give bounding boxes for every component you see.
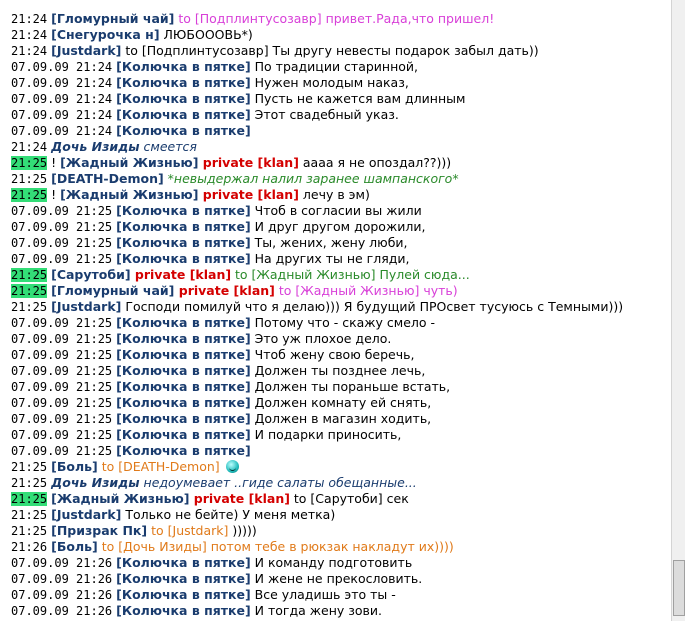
message-text: И подарки приносить,	[250, 427, 402, 442]
timestamp: 07.09.09 21:25	[11, 252, 113, 266]
timestamp: 07.09.09 21:24	[11, 60, 113, 74]
chat-line	[11, 139, 671, 155]
message-text: Чтоб жену свою беречь,	[250, 347, 415, 362]
chat-line	[11, 123, 671, 139]
user-nick[interactable]: [Сарутоби]	[51, 267, 131, 282]
timestamp: 21:25	[11, 476, 48, 490]
chat-line	[11, 443, 671, 459]
message-text: На других ты не гляди,	[250, 251, 410, 266]
user-nick[interactable]: [Колючка в пятке]	[116, 587, 251, 602]
user-nick[interactable]: [Колючка в пятке]	[116, 395, 251, 410]
user-nick[interactable]: [Жадный Жизнью]	[51, 491, 190, 506]
message-text: Потому что - скажу смело -	[250, 315, 436, 330]
user-nick[interactable]: [Колючка в пятке]	[116, 235, 251, 250]
chat-line	[11, 475, 671, 491]
to-recipient: to [Жадный Жизнью] Пулей сюда...	[231, 267, 470, 282]
user-nick[interactable]: [Колючка в пятке]	[116, 219, 251, 234]
user-nick[interactable]: [Колючка в пятке]	[116, 347, 251, 362]
timestamp: 21:26	[11, 540, 48, 554]
user-nick[interactable]: [Боль]	[51, 459, 98, 474]
chat-line	[11, 299, 671, 315]
timestamp: 07.09.09 21:25	[11, 348, 113, 362]
timestamp: 07.09.09 21:24	[11, 76, 113, 90]
chat-line	[11, 155, 671, 171]
user-nick[interactable]: [Колючка в пятке]	[116, 75, 251, 90]
private-tag: private [klan]	[130, 267, 232, 282]
user-nick[interactable]: [Колючка в пятке]	[116, 331, 251, 346]
timestamp: 07.09.09 21:24	[11, 124, 113, 138]
chat-line	[11, 203, 671, 219]
user-nick[interactable]: [Колючка в пятке]	[116, 59, 251, 74]
message-text: По традиции старинной,	[250, 59, 418, 74]
user-nick[interactable]: [Колючка в пятке]	[116, 251, 251, 266]
vertical-scrollbar[interactable]	[671, 0, 685, 621]
chat-line	[11, 267, 671, 283]
message-text: *невыдержал налил заранее шампанского*	[163, 171, 459, 186]
user-nick[interactable]: [Колючка в пятке]	[116, 363, 251, 378]
timestamp: 21:24	[11, 28, 48, 42]
user-nick[interactable]: [Гломурный чай]	[51, 11, 175, 26]
timestamp: 21:24	[11, 12, 48, 26]
timestamp: 21:24	[11, 140, 48, 154]
timestamp: 21:25	[11, 284, 48, 298]
chat-line	[11, 347, 671, 363]
action-nick[interactable]: Дочь Изиды	[51, 475, 140, 490]
action-nick[interactable]: Дочь Изиды	[51, 139, 140, 154]
user-nick[interactable]: [Колючка в пятке]	[116, 91, 251, 106]
message-text: И жене не прекословить.	[250, 571, 423, 586]
smiley-face-icon	[226, 460, 239, 473]
chat-line	[11, 91, 671, 107]
timestamp: 07.09.09 21:25	[11, 332, 113, 346]
user-nick[interactable]: [DEATH-Demon]	[51, 171, 164, 186]
message-text: )))))	[228, 523, 257, 538]
chat-line	[11, 379, 671, 395]
chat-line	[11, 363, 671, 379]
user-nick[interactable]: [Колючка в пятке]	[116, 203, 251, 218]
timestamp: 21:25	[11, 508, 48, 522]
message-text: to [Подплинтусозавр] Ты другу невесты подарок забыл дать))	[121, 43, 539, 58]
chat-line	[11, 187, 671, 203]
user-nick[interactable]: [Колючка в пятке]	[116, 555, 251, 570]
message-text: !	[51, 155, 61, 170]
message-text: И друг другом дорожили,	[250, 219, 426, 234]
chat-line	[11, 523, 671, 539]
user-nick[interactable]: [Колючка в пятке]	[116, 603, 251, 618]
to-recipient: to [Жадный Жизнью] чуть)	[274, 283, 458, 298]
to-recipient: to [Подплинтусозавр] привет.Рада,что пришел!	[174, 11, 495, 26]
chat-line	[11, 43, 671, 59]
user-nick[interactable]: [Колючка в пятке]	[116, 123, 251, 138]
timestamp: 07.09.09 21:25	[11, 444, 113, 458]
message-text: to [Сарутоби] сек	[289, 491, 409, 506]
timestamp: 07.09.09 21:25	[11, 220, 113, 234]
chat-line	[11, 251, 671, 267]
private-tag: private [klan]	[189, 491, 290, 506]
chat-line	[11, 555, 671, 571]
chat-line	[11, 507, 671, 523]
message-text: Это уж плохое дело.	[250, 331, 392, 346]
to-recipient: to [Дочь Изиды] потом тебе в рюкзак накладут их))))	[97, 539, 454, 554]
message-text: !	[51, 187, 61, 202]
user-nick[interactable]: [Колючка в пятке]	[116, 379, 251, 394]
user-nick[interactable]: [Колючка в пятке]	[116, 315, 251, 330]
message-text: Этот свадебный указ.	[250, 107, 399, 122]
user-nick[interactable]: [Призрак Пк]	[51, 523, 148, 538]
chat-line	[11, 459, 671, 475]
message-text: лечу в эм)	[298, 187, 370, 202]
timestamp: 21:25	[11, 524, 48, 538]
timestamp: 07.09.09 21:24	[11, 108, 113, 122]
timestamp: 07.09.09 21:25	[11, 428, 113, 442]
chat-line	[11, 315, 671, 331]
chat-line	[11, 27, 671, 43]
private-tag: private [klan]	[174, 283, 275, 298]
user-nick[interactable]: [Жадный Жизнью]	[60, 155, 199, 170]
chat-line	[11, 171, 671, 187]
user-nick[interactable]: [Колючка в пятке]	[116, 571, 251, 586]
message-text: Все уладишь это ты -	[250, 587, 396, 602]
timestamp: 07.09.09 21:25	[11, 364, 113, 378]
action-text: смеется	[139, 139, 197, 154]
message-text: Господи помилуй что я делаю))) Я будущий ПРОсвет тусуюсь с Темными)))	[121, 299, 624, 314]
message-text: Ты, жених, жену люби,	[250, 235, 408, 250]
timestamp: 07.09.09 21:25	[11, 412, 113, 426]
chat-line	[11, 587, 671, 603]
timestamp: 07.09.09 21:26	[11, 556, 113, 570]
message-text: И команду подготовить	[250, 555, 413, 570]
timestamp: 21:25	[11, 460, 48, 474]
message-text: Должен ты пораньше встать,	[250, 379, 451, 394]
user-nick[interactable]: [Жадный Жизнью]	[60, 187, 199, 202]
chat-line	[11, 571, 671, 587]
message-text: Должен комнату ей снять,	[250, 395, 432, 410]
chat-line	[11, 539, 671, 555]
chat-line	[11, 59, 671, 75]
to-recipient: to [DEATH-Demon]	[97, 459, 224, 474]
user-nick[interactable]: [Колючка в пятке]	[116, 107, 251, 122]
timestamp: 07.09.09 21:24	[11, 92, 113, 106]
chat-line	[11, 427, 671, 443]
message-text: Должен ты позднее лечь,	[250, 363, 426, 378]
chat-line	[11, 331, 671, 347]
chat-line	[11, 219, 671, 235]
message-text: И тогда жену зови.	[250, 603, 382, 618]
timestamp: 21:25	[11, 492, 48, 506]
message-text: Только не бейте) У меня метка)	[121, 507, 336, 522]
scrollbar-thumb[interactable]	[673, 560, 685, 616]
timestamp: 21:25	[11, 188, 48, 202]
chat-line	[11, 491, 671, 507]
timestamp: 07.09.09 21:25	[11, 316, 113, 330]
timestamp: 07.09.09 21:26	[11, 604, 113, 618]
chat-line	[11, 603, 671, 619]
user-nick[interactable]: [Колючка в пятке]	[116, 411, 251, 426]
user-nick[interactable]: [Justdark]	[51, 43, 122, 58]
private-tag: private [klan]	[198, 155, 299, 170]
to-recipient: to [Justdark]	[147, 523, 229, 538]
action-text: недоумевает ..гиде салаты обещанные...	[139, 475, 417, 490]
message-text: аааа я не опоздал??)))	[298, 155, 452, 170]
chat-line	[11, 395, 671, 411]
chat-line	[11, 11, 671, 27]
timestamp: 07.09.09 21:25	[11, 396, 113, 410]
timestamp: 07.09.09 21:25	[11, 236, 113, 250]
chat-line	[11, 411, 671, 427]
user-nick[interactable]: [Justdark]	[51, 507, 122, 522]
timestamp: 07.09.09 21:26	[11, 572, 113, 586]
user-nick[interactable]: [Гломурный чай]	[51, 283, 175, 298]
message-text: ЛЮБОООВЬ*)	[159, 27, 253, 42]
chat-line	[11, 75, 671, 91]
timestamp: 07.09.09 21:26	[11, 588, 113, 602]
message-text: Чтоб в согласии вы жили	[250, 203, 422, 218]
user-nick[interactable]: [Колючка в пятке]	[116, 427, 251, 442]
user-nick[interactable]: [Боль]	[51, 539, 98, 554]
message-text: Должен в магазин ходить,	[250, 411, 432, 426]
timestamp: 21:25	[11, 172, 48, 186]
message-text: Пусть не кажется вам длинным	[250, 91, 466, 106]
private-tag: private [klan]	[198, 187, 299, 202]
timestamp: 21:24	[11, 44, 48, 58]
timestamp: 21:25	[11, 300, 48, 314]
chat-line	[11, 235, 671, 251]
chat-line	[11, 283, 671, 299]
timestamp: 21:25	[11, 268, 48, 282]
timestamp: 07.09.09 21:25	[11, 380, 113, 394]
message-text: Нужен молодым наказ,	[250, 75, 409, 90]
user-nick[interactable]: [Снегурочка н]	[51, 27, 160, 42]
user-nick[interactable]: [Justdark]	[51, 299, 122, 314]
chat-line	[11, 107, 671, 123]
user-nick[interactable]: [Колючка в пятке]	[116, 443, 251, 458]
timestamp: 07.09.09 21:25	[11, 204, 113, 218]
timestamp: 21:25	[11, 156, 48, 170]
